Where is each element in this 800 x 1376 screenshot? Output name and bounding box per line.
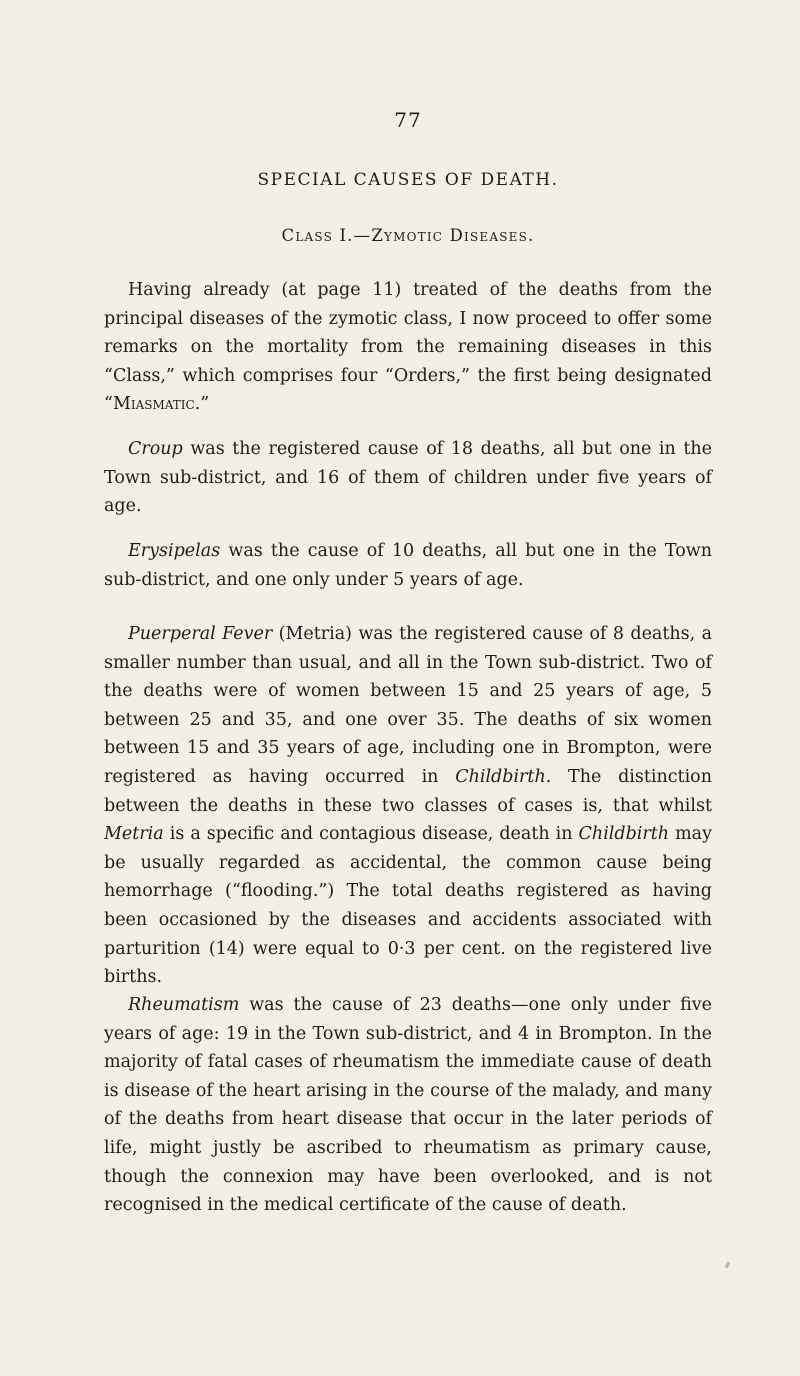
italic-term: Childbirth bbox=[455, 766, 546, 787]
paragraph-text: is a specific and contagious disease, death in bbox=[163, 824, 579, 845]
paragraph-croup bbox=[104, 435, 712, 521]
italic-term: Childbirth bbox=[578, 824, 670, 845]
paragraph-text: was the cause of 10 deaths, all but one in the Town sub-district, and one only under 5 years of age. bbox=[104, 541, 712, 590]
paragraph-text: (Metria) was the registered cause of 8 deaths, a smaller number than usual, and all in the Town sub-district. Two of the deaths were of women between 15 and 25 years of age, 5 between 25 and 35, and one over 35. The deaths of six women between 15 and 35 years of age, including one in Brompton, were registered as having occurred in bbox=[104, 624, 713, 787]
paragraph-erysipelas bbox=[104, 537, 712, 594]
paragraph-text: was the registered cause of 18 deaths, all but one in the Town sub-district, and 16 of them of children under five years of age. bbox=[104, 439, 712, 517]
paper-speck bbox=[725, 1262, 730, 1269]
paragraph-text: Having already (at page 11) treated of the deaths from the principal diseases of the zymotic class, I now proceed to offer some remarks on the mortality from the remaining diseases in this “Class,” which comprises four “Orders,” the first being designated “ bbox=[104, 280, 712, 415]
small-caps-term: Miasmatic bbox=[112, 394, 195, 415]
paragraph-intro bbox=[104, 276, 712, 419]
paragraph-rheumatism bbox=[104, 991, 712, 1220]
disease-term: Croup bbox=[128, 439, 183, 459]
disease-term: Erysipelas bbox=[128, 541, 221, 561]
paragraph-text: . The distinction between the deaths in these two classes of cases is, that whilst bbox=[104, 766, 712, 816]
paragraph-text: .” bbox=[194, 394, 210, 415]
page-title: SPECIAL CAUSES OF DEATH. bbox=[257, 170, 559, 190]
paragraph-puerperal-fever bbox=[104, 620, 712, 992]
paragraph-text: may be usually regarded as accidental, the common cause being hemorrhage (“flooding.”) The total deaths registered as having been occasioned by the diseases and accidents associated with parturition (14) were equal to 0·3 per cent. on the registered live births. bbox=[104, 824, 712, 988]
disease-term: Rheumatism bbox=[128, 995, 240, 1015]
page-number: 77 bbox=[394, 108, 422, 132]
section-heading: Class I.—Zymotic Diseases. bbox=[281, 226, 535, 245]
italic-term: Metria bbox=[104, 824, 164, 845]
disease-term: Puerperal Fever bbox=[128, 624, 273, 644]
paragraph-text: was the cause of 23 deaths—one only under five years of age: 19 in the Town sub-district, and 4 in Brompton. In the majority of fatal cases of rheumatism the immediate cause of death is disease of the heart arising in the course of the malady, and many of the deaths from heart disease that occur in the later periods of life, might justly be ascribed to rheumatism as primary cause, though the connexion may have been overlooked, and is not recognised in the medical certificate of the cause of death. bbox=[104, 995, 712, 1216]
